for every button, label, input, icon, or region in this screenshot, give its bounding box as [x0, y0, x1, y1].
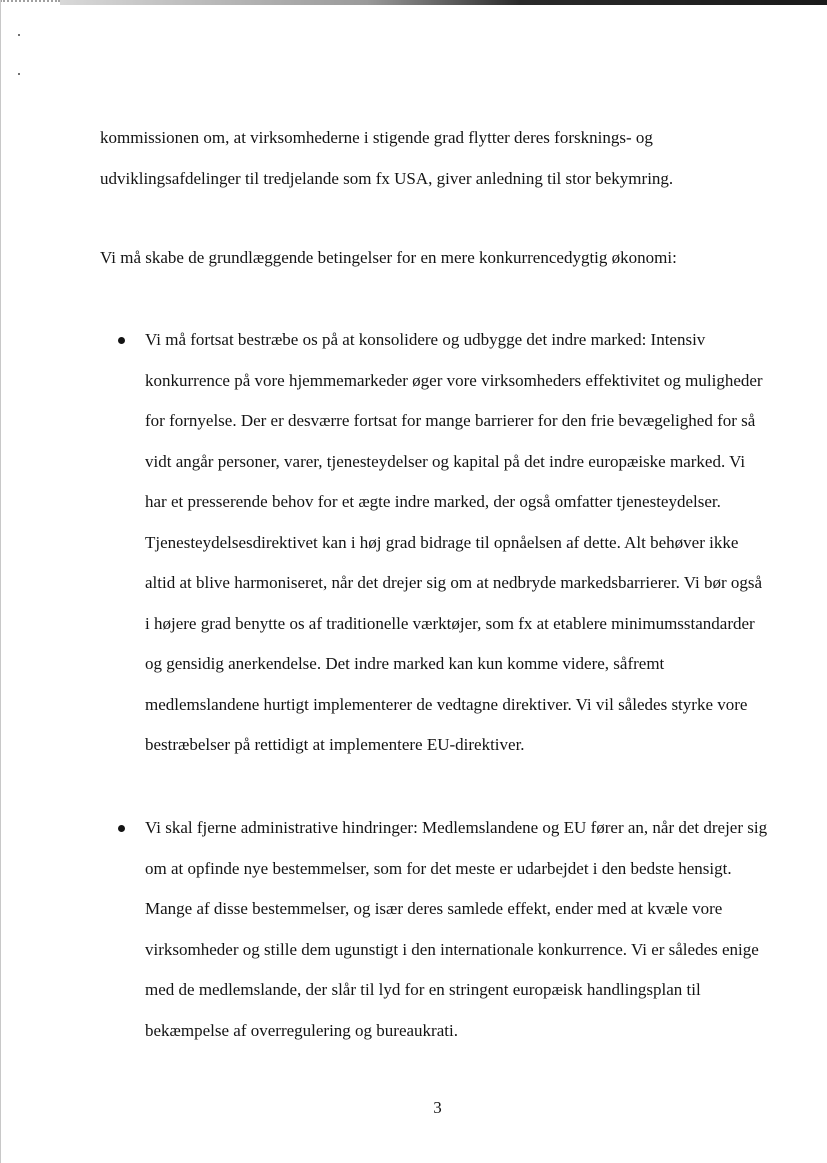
scan-speck — [18, 34, 20, 36]
list-item — [118, 808, 768, 1051]
scan-speck — [18, 73, 20, 75]
list-item — [118, 320, 768, 766]
page-number: 3 — [433, 1098, 442, 1117]
intro-paragraph: kommissionen om, at virksomhederne i stigende grad flytter deres forsknings- og udviklingsafdelinger til tredjelande som fx USA, giver anledning til stor bekymring. — [100, 128, 674, 188]
scan-artifact-dots — [0, 0, 60, 5]
lead-paragraph: Vi må skabe de grundlæggende betingelser for en mere konkurrencedygtig økonomi: — [100, 248, 677, 267]
bullet-text: Vi må fortsat bestræbe os på at konsolidere og udbygge det indre marked: Intensiv konkurrence på vore hjemmemarkeder øger vore virksomheders effektivitet og muligheder for fornyelse. Der er desværre fortsat for mange barrierer for den frie bevægelighed for så vidt angår personer, varer, tjenesteydelser og kapital på det indre europæiske marked. Vi har et presserende behov for et ægte indre marked, der også omfatter tjenesteydelser. Tjenesteydelsesdirektivet kan i høj grad bidrage til opnåelsen af dette. Alt behøver ikke altid at blive harmoniseret, når det drejer sig om at nedbryde markedsbarrierer. Vi bør også i højere grad benytte os af traditionelle værktøjer, som fx at etablere minimumsstandarder og gensidig anerkendelse. Det indre marked kan kun komme videre, såfremt medlemslandene hurtigt implementerer de vedtagne direktiver. Vi vil således styrke vore bestræbelser på rettidigt at implementere EU-direktiver. — [145, 330, 763, 754]
scan-artifact-bar — [60, 0, 827, 5]
page-edge — [0, 0, 1, 1163]
bullet-icon — [118, 337, 125, 344]
bullet-icon — [118, 825, 125, 832]
bullet-text: Vi skal fjerne administrative hindringer: Medlemslandene og EU fører an, når det drejer sig om at opfinde nye bestemmelser, som for det meste er udarbejdet i den bedste hensigt. Mange af disse bestemmelser, og især deres samlede effekt, ender med at kvæle vore virksomheder og stille dem ugunstigt i den internationale konkurrence. Vi er således enige med de medlemslande, der slår til lyd for en stringent europæisk handlingsplan til bekæmpelse af overregulering og bureaukrati. — [145, 818, 768, 1040]
